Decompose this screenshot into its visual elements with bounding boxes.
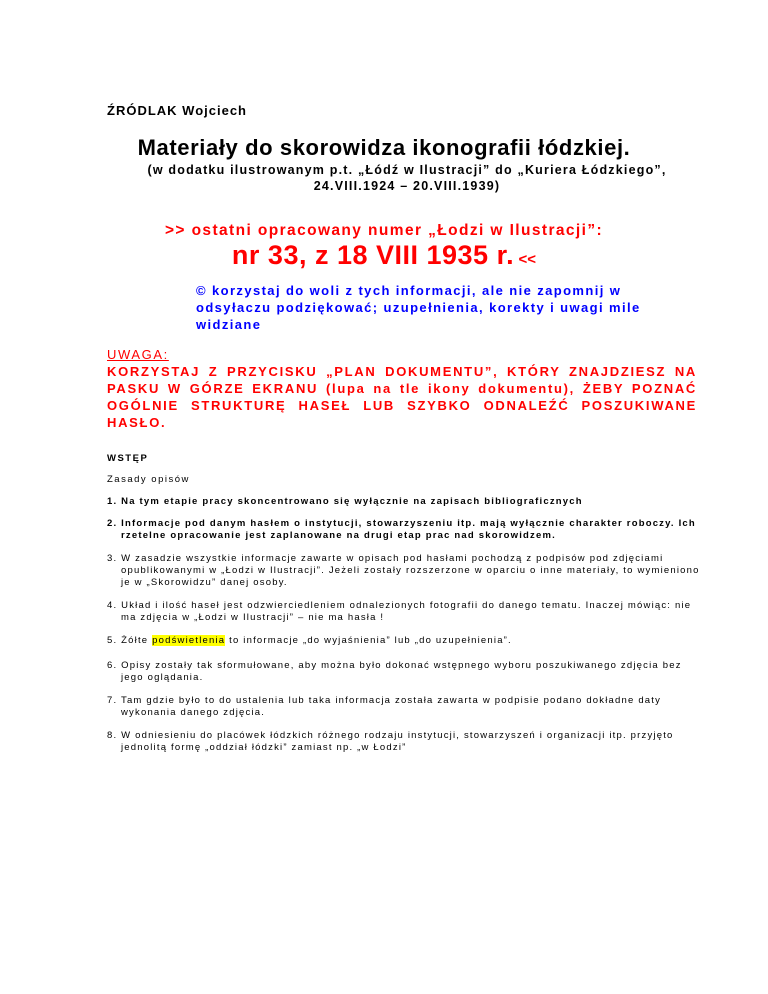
document-subtitle	[107, 162, 707, 194]
rule5-suffix: to informacje „do wyjaśnienia” lub „do uzupełnienia”.	[225, 635, 512, 646]
issue-suffix: <<	[518, 251, 537, 268]
rule-item: 2. Informacje pod danym hasłem o instytucji, stowarzyszeniu itp. mają wyłącznie charakter roboczy. Ich rzetelne opracowanie jest zaplanowane na drugi etap prac nad skorowidzem.	[107, 518, 696, 541]
rule5-prefix: 5. Żółte	[107, 635, 153, 646]
document-title: Materiały do skorowidza ikonografii łódzkiej.	[137, 135, 631, 160]
rule-item: 4. Układ i ilość haseł jest odzwierciedleniem odnalezionych fotografii do danego tematu. Inaczej mówiąc: nie ma zdjęcia w „Łodzi w Ilustracji” – nie ma hasła !	[107, 600, 692, 623]
warning-body: KORZYSTAJ Z PRZYCISKU „PLAN DOKUMENTU”, KTÓRY ZNAJDZIESZ NA PASKU W GÓRZE EKRANU (lupa na tle ikony dokumentu), ŻEBY POZNAĆ OGÓLNIE STRUKTURĘ HASEŁ LUB SZYBKO ODNALEŹĆ POSZUKIWANE HASŁO.	[107, 364, 697, 430]
intro-heading: WSTĘP	[107, 453, 149, 464]
highlight-sample: podświetlenia	[152, 635, 226, 646]
copyright-note: © korzystaj do woli z tych informacji, ale nie zapomnij w odsyłaczu podziękować; uzupełnienia, korekty i uwagi mile widziane	[196, 283, 641, 332]
last-issue-label: >> ostatni opracowany numer „Łodzi w Ilustracji”:	[164, 222, 604, 239]
rule-item: 7. Tam gdzie było to do ustalenia lub taka informacja została zawarta w podpisie podano dokładne daty wykonania danego zdjęcia.	[107, 695, 662, 718]
rules-list	[107, 496, 707, 754]
intro-subheading: Zasady opisów	[107, 474, 190, 485]
last-issue-number	[0, 240, 768, 271]
rule-item	[107, 635, 707, 647]
issue-number: nr 33, z 18 VIII 1935 r.	[231, 240, 515, 270]
rule-item: 1. Na tym etapie pracy skoncentrowano się wyłącznie na zapisach bibliograficznych	[107, 496, 583, 507]
warning-heading: UWAGA:	[107, 347, 169, 362]
rule-item: 3. W zasadzie wszystkie informacje zawarte w opisach pod hasłami pochodzą z podpisów pod zdjęciami opublikowanymi w „Łodzi w Ilustracji”. Jeżeli zostały rozszerzone w oparciu o inne materiały, to wymieniono je w „Skorowidzu” danej osoby.	[107, 553, 700, 588]
author-name: ŹRÓDLAK Wojciech	[107, 103, 247, 118]
subtitle-line-1: (w dodatku ilustrowanym p.t. „Łódź w Ilustracji” do „Kuriera Łódzkiego”,	[147, 163, 667, 177]
rule-item: 8. W odniesieniu do placówek łódzkich różnego rodzaju instytucji, stowarzyszeń i organizacji itp. przyjęto jednolitą formę „oddział łódzki” zamiast np. „w Łodzi”	[107, 730, 674, 753]
subtitle-line-2: 24.VIII.1924 – 20.VIII.1939)	[313, 179, 501, 193]
rule-item: 6. Opisy zostały tak sformułowane, aby można było dokonać wstępnego wyboru poszukiwanego zdjęcia bez jego oglądania.	[107, 660, 682, 683]
